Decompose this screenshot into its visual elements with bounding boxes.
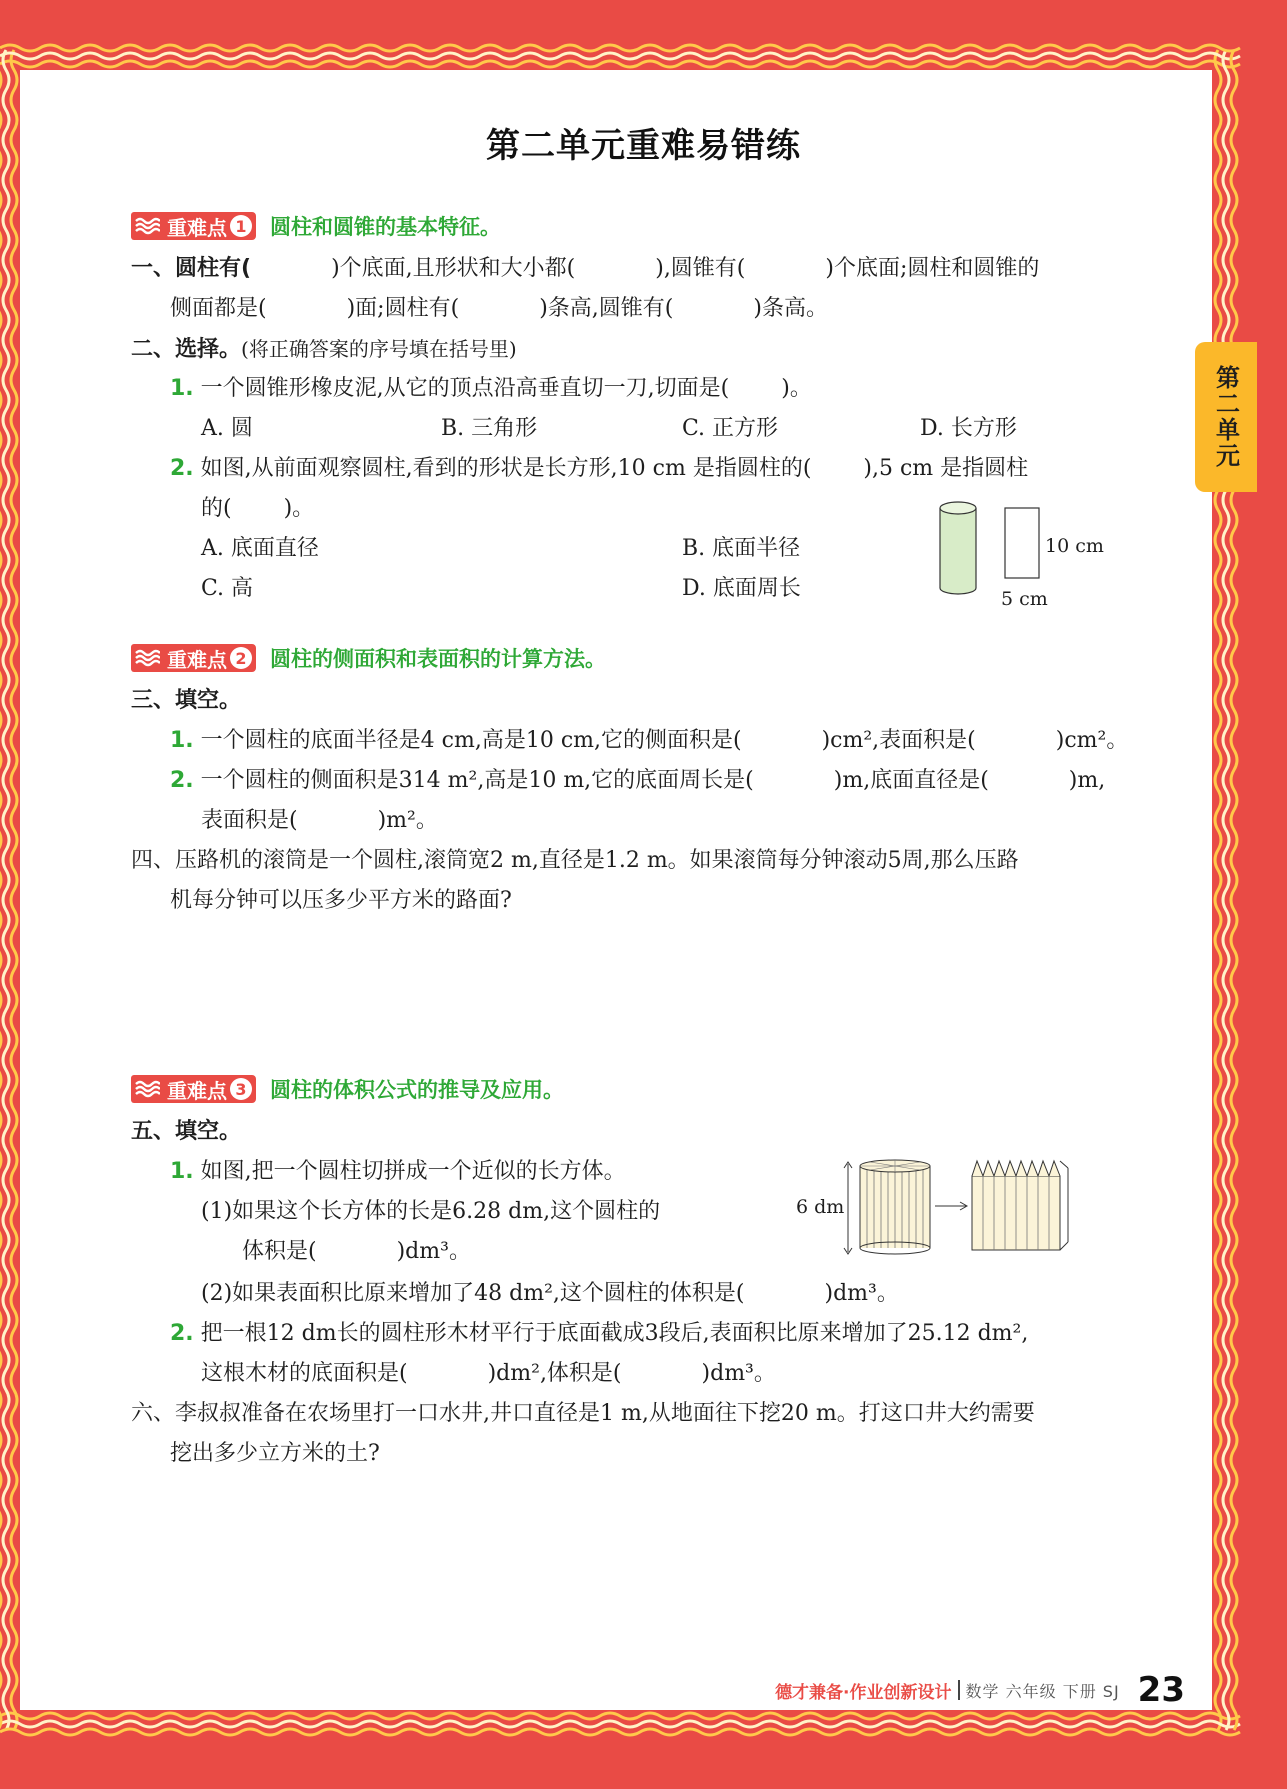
key-point-topic: 圆柱的侧面积和表面积的计算方法。 [270, 647, 606, 671]
q5-sub-2: 2. 把一根12 dm长的圆柱形木材平行于底面截成3段后,表面积比原来增加了25.12 dm², [170, 1321, 1029, 1346]
key-point-topic: 圆柱的体积公式的推导及应用。 [270, 1078, 564, 1102]
page-footer [775, 1670, 1185, 1710]
q2-sub-1: 1. 一个圆锥形橡皮泥,从它的顶点沿高垂直切一刀,切面是( )。 [170, 376, 812, 401]
q4-line-1: 四、压路机的滚筒是一个圆柱,滚筒宽2 m,直径是1.2 m。如果滚筒每分钟滚动5周,那么压路 [131, 848, 1019, 873]
page-number: 23 [1137, 1670, 1185, 1710]
q5-sub-1-part-1: (1)如果这个长方体的长是6.28 dm,这个圆柱的 [201, 1199, 661, 1224]
page-title: 第二单元重难易错练 [486, 126, 801, 166]
q1-line-1: 一、圆柱有( )个底面,且形状和大小都( ),圆锥有( )个底面;圆柱和圆锥的 [131, 256, 1040, 281]
q3-sub-2-cont: 表面积是( )m²。 [201, 808, 438, 833]
q3-heading: 三、填空。 [131, 688, 242, 713]
q2-heading: 二、选择。(将正确答案的序号填在括号里) [131, 337, 517, 362]
wave-icon [131, 212, 163, 240]
q3-sub-2: 2. 一个圆柱的侧面积是314 m²,高是10 m,它的底面周长是( )m,底面直径是( )m, [170, 768, 1106, 793]
key-point-tag-1: 重难点 1 圆柱和圆锥的基本特征。 [131, 212, 501, 240]
q5-heading: 五、填空。 [131, 1119, 242, 1144]
key-point-topic: 圆柱和圆锥的基本特征。 [270, 215, 501, 239]
height-label: 10 cm [1045, 535, 1104, 557]
q5-sub-1: 1. 如图,把一个圆柱切拼成一个近似的长方体。 [170, 1159, 626, 1184]
q6-line-1: 六、李叔叔准备在农场里打一口水井,井口直径是1 m,从地面往下挖20 m。打这口井大约需要 [131, 1401, 1035, 1426]
wave-icon [131, 644, 163, 672]
footer-brand: 德才兼备·作业创新设计 [775, 1682, 952, 1703]
q5-sub-1-part-2: (2)如果表面积比原来增加了48 dm²,这个圆柱的体积是( )dm³。 [201, 1281, 899, 1306]
q1-line-2: 侧面都是( )面;圆柱有( )条高,圆锥有( )条高。 [170, 296, 828, 321]
q2-sub-2-cont: 的( )。 [201, 496, 315, 521]
key-point-tag-3: 重难点 3 圆柱的体积公式的推导及应用。 [131, 1075, 564, 1103]
height-label: 6 dm [796, 1196, 845, 1218]
q6-line-2: 挖出多少立方米的土? [170, 1441, 380, 1466]
q3-sub-1: 1. 一个圆柱的底面半径是4 cm,高是10 cm,它的侧面积是( )cm²,表面积是( )cm²。 [170, 728, 1129, 753]
option-b: B. 三角形 [441, 416, 538, 441]
q2-sub-2: 2. 如图,从前面观察圆柱,看到的形状是长方形,10 cm 是指圆柱的( ),5 cm 是指圆柱 [170, 456, 1029, 481]
option-d: D. 长方形 [920, 416, 1017, 441]
q5-sub-2-cont: 这根木材的底面积是( )dm²,体积是( )dm³。 [201, 1361, 776, 1386]
cylinder-to-cuboid-figure [840, 1158, 1070, 1258]
width-label: 5 cm [1001, 588, 1048, 610]
option-d: D. 底面周长 [682, 576, 801, 601]
option-a: A. 底面直径 [201, 536, 319, 561]
wave-icon [131, 1075, 163, 1103]
option-b: B. 底面半径 [682, 536, 801, 561]
footer-meta: 数学 六年级 下册 SJ [965, 1681, 1120, 1701]
option-a: A. 圆 [201, 416, 253, 441]
key-point-tag-2: 重难点 2 圆柱的侧面积和表面积的计算方法。 [131, 644, 606, 672]
q5-sub-1-part-1-cont: 体积是( )dm³。 [242, 1239, 471, 1264]
q4-line-2: 机每分钟可以压多少平方米的路面? [170, 888, 512, 913]
option-c: C. 正方形 [682, 416, 779, 441]
option-c: C. 高 [201, 576, 254, 601]
unit-side-tab: 第二单元 [1195, 342, 1257, 492]
